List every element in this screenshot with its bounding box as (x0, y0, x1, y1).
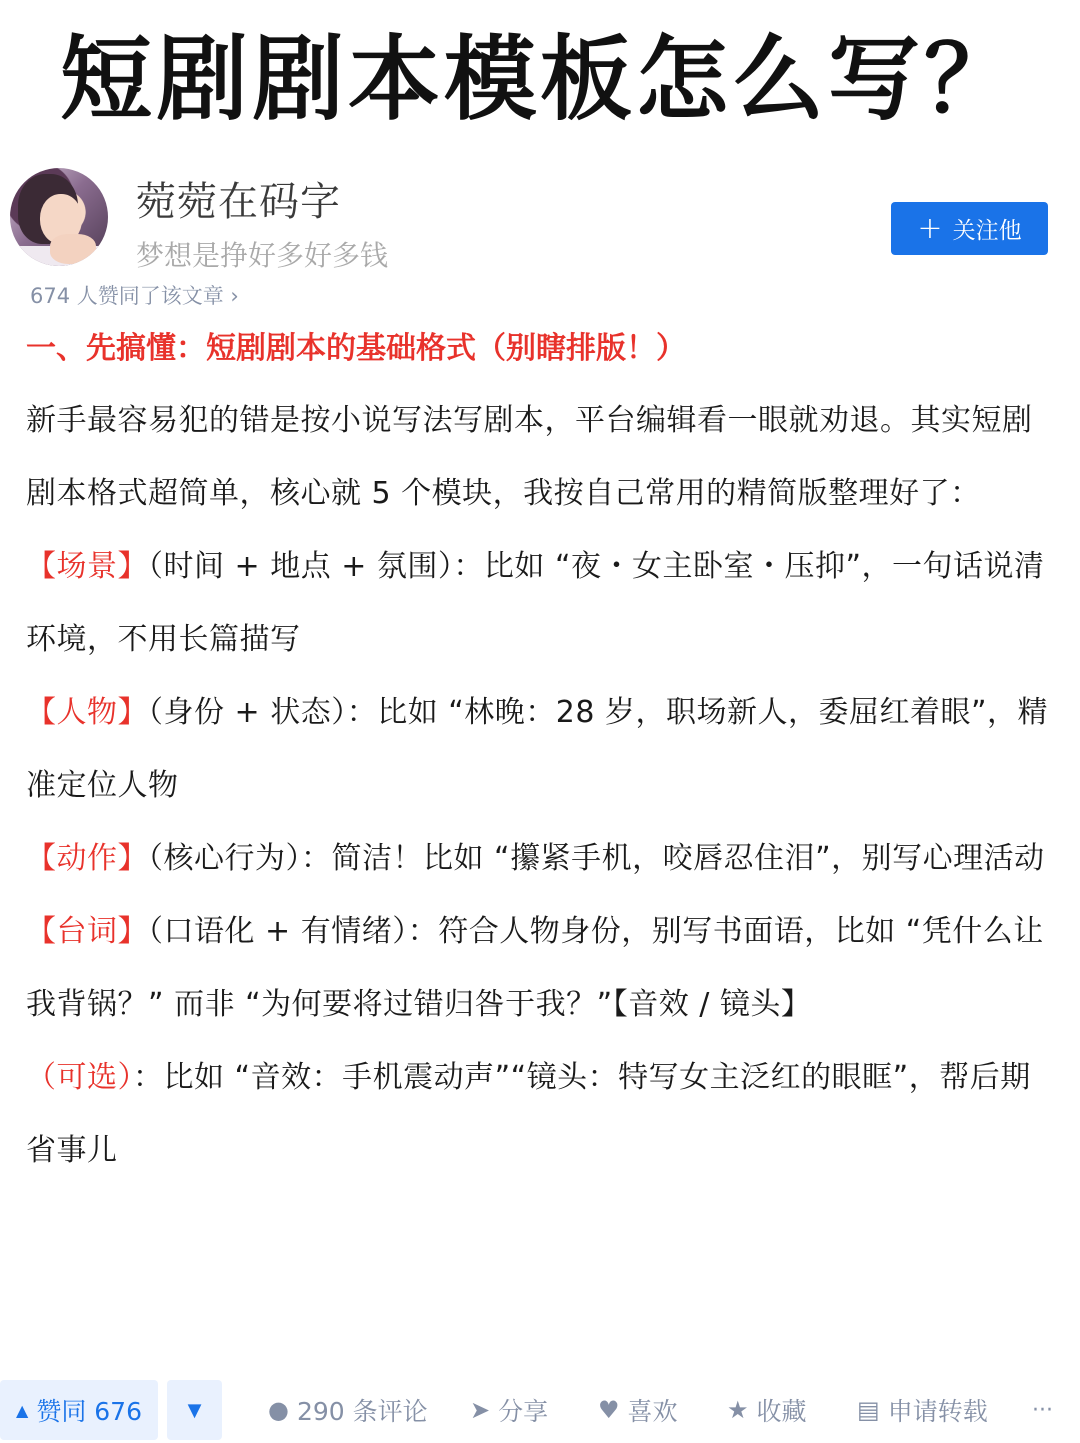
author-name[interactable]: 菀菀在码字 (136, 179, 341, 225)
follow-button[interactable] (891, 202, 1048, 255)
list-item (26, 822, 1060, 895)
more-icon: ··· (1032, 1397, 1053, 1423)
collect-label: 收藏 (756, 1397, 807, 1426)
intro-paragraph: 新手最容易犯的错是按小说写法写剧本，平台编辑看一眼就劝退。其实短剧剧本格式超简单，核心就 5 个模块，我按自己常用的精简版整理好了： (26, 403, 1033, 511)
vote-up-button[interactable] (0, 1380, 158, 1440)
share-button[interactable] (470, 1380, 548, 1440)
item-tag: 【台词】 (26, 914, 148, 949)
heart-icon: ♥ (598, 1396, 620, 1424)
triangle-down-icon: ▼ (187, 1399, 202, 1421)
item-text: （口语化 + 有情绪）：符合人物身份，别写书面语，比如 “凭什么让我背锅？” 而非 “为何要将过错归咎于我？”【音效 / 镜头】 (26, 914, 1044, 1022)
triangle-up-icon: ▲ (16, 1400, 29, 1420)
comments-button[interactable] (268, 1380, 428, 1440)
like-label: 喜欢 (627, 1397, 678, 1426)
item-text: （核心行为）：简洁！比如 “攥紧手机，咬唇忍住泪”，别写心理活动 (148, 841, 1045, 876)
paper-plane-icon: ➤ (470, 1396, 491, 1424)
vote-down-button[interactable] (167, 1380, 222, 1440)
article-body (26, 384, 1060, 1187)
repost-request-button[interactable] (857, 1380, 988, 1440)
avatar[interactable] (10, 168, 108, 266)
list-item (26, 530, 1060, 676)
item-text: （身份 + 状态）：比如 “林晚：28 岁，职场新人，委屈红着眼”，精准定位人物 (26, 695, 1049, 803)
repost-label: 申请转载 (887, 1397, 988, 1426)
item-tag: 【人物】 (26, 695, 148, 730)
collect-button[interactable] (727, 1380, 807, 1440)
plus-icon: + (917, 210, 943, 246)
item-text: ：比如 “音效：手机震动声”“镜头：特写女主泛红的眼眶”，帮后期省事儿 (26, 1060, 1031, 1168)
section-heading: 一、先搞懂：短剧剧本的基础格式（别瞎排版！） (26, 331, 686, 366)
list-item (26, 895, 1060, 1041)
comment-bubble-icon: ● (268, 1396, 289, 1424)
item-tag: 【动作】 (26, 841, 148, 876)
article-title: 短剧剧本模板怎么写？ (59, 26, 1020, 133)
like-button[interactable] (598, 1380, 678, 1440)
more-button[interactable] (1032, 1380, 1053, 1440)
author-bio: 梦想是挣好多好多钱 (136, 239, 389, 272)
item-tag: 【场景】 (26, 549, 148, 584)
share-label: 分享 (498, 1397, 549, 1426)
list-item (26, 1041, 1060, 1187)
likes-summary-link[interactable]: 674 人赞同了该文章 › (30, 284, 239, 308)
document-icon: ▤ (857, 1396, 880, 1424)
star-icon: ★ (727, 1396, 749, 1424)
follow-label: 关注他 (952, 218, 1022, 244)
action-bar (0, 1380, 1080, 1443)
item-text: （时间 + 地点 + 氛围）：比如 “夜・女主卧室・压抑”，一句话说清环境，不用长篇描写 (26, 549, 1045, 657)
vote-up-label: 赞同 676 (36, 1397, 142, 1426)
list-item (26, 676, 1060, 822)
comments-label: 290 条评论 (296, 1397, 428, 1426)
item-tag: （可选） (26, 1060, 133, 1095)
author-card (10, 168, 1070, 272)
